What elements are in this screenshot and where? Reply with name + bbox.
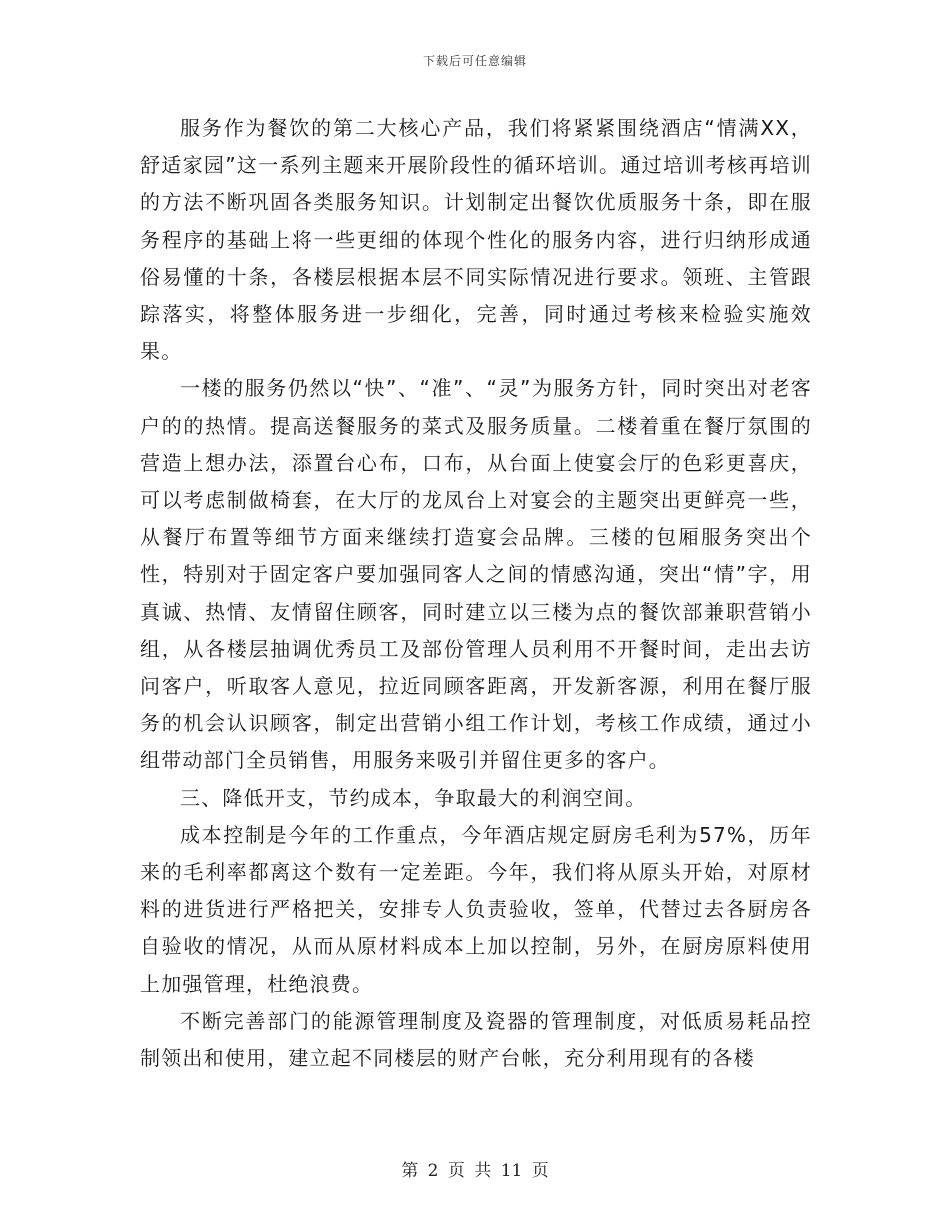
- page-header: 下载后可任意编辑: [422, 54, 527, 68]
- paragraph-service-training: 服务作为餐饮的第二大核心产品，我们将紧紧围绕酒店“情满XX，舒适家园”这一系列主题来开展阶段性的循环培训。通过培训考核再培训的方法不断巩固各类服务知识。计划制定出餐饮优质服务十条，即在服务程序的基础上将一些更细的体现个性化的服务内容，进行归纳形成通俗易懂的十条，各楼层根据本层不同实际情况进行要求。领班、主管跟踪落实，将整体服务进一步细化，完善，同时通过考核来检验实施效果。: [140, 116, 812, 364]
- paragraph-energy-management: 不断完善部门的能源管理制度及瓷器的管理制度，对低质易耗品控制领出和使用，建立起不同楼层的财产台帐，充分利用现有的各楼: [140, 1008, 812, 1071]
- page-number-footer: 第 2 页 共 11 页: [401, 1161, 549, 1181]
- section-heading-cost-reduction: 三、降低开支，节约成本，争取最大的利润空间。: [180, 785, 647, 810]
- document-body: [140, 110, 812, 1077]
- paragraph-cost-control: 成本控制是今年的工作重点，今年酒店规定厨房毛利为57%，历年来的毛利率都离这个数有一定差距。今年，我们将从原头开始，对原材料的进货进行严格把关，安排专人负责验收，签单，代替过去各厨房各自验收的情况，从而从原材料成本上加以控制，另外，在厨房原料使用上加强管理，杜绝浪费。: [140, 822, 812, 996]
- paragraph-floor-service: 一楼的服务仍然以“快”、“准”、“灵”为服务方针，同时突出对老客户的的热情。提高送餐服务的菜式及服务质量。二楼着重在餐厅氛围的营造上想办法，添置台心布，口布，从台面上使宴会厅的色彩更喜庆，可以考虑制做椅套，在大厅的龙凤台上对宴会的主题突出更鲜亮一些，从餐厅布置等细节方面来继续打造宴会品牌。三楼的包厢服务突出个性，特别对于固定客户要加强同客人之间的情感沟通，突出“情”字，用真诚、热情、友情留住顾客，同时建立以三楼为点的餐饮部兼职营销小组，从各楼层抽调优秀员工及部份管理人员利用不开餐时间，走出去访问客户，听取客人意见，拉近同顾客距离，开发新客源，利用在餐厅服务的机会认识顾客，制定出营销小组工作计划，考核工作成绩，通过小组带动部门全员销售，用服务来吸引并留住更多的客户。: [140, 376, 812, 773]
